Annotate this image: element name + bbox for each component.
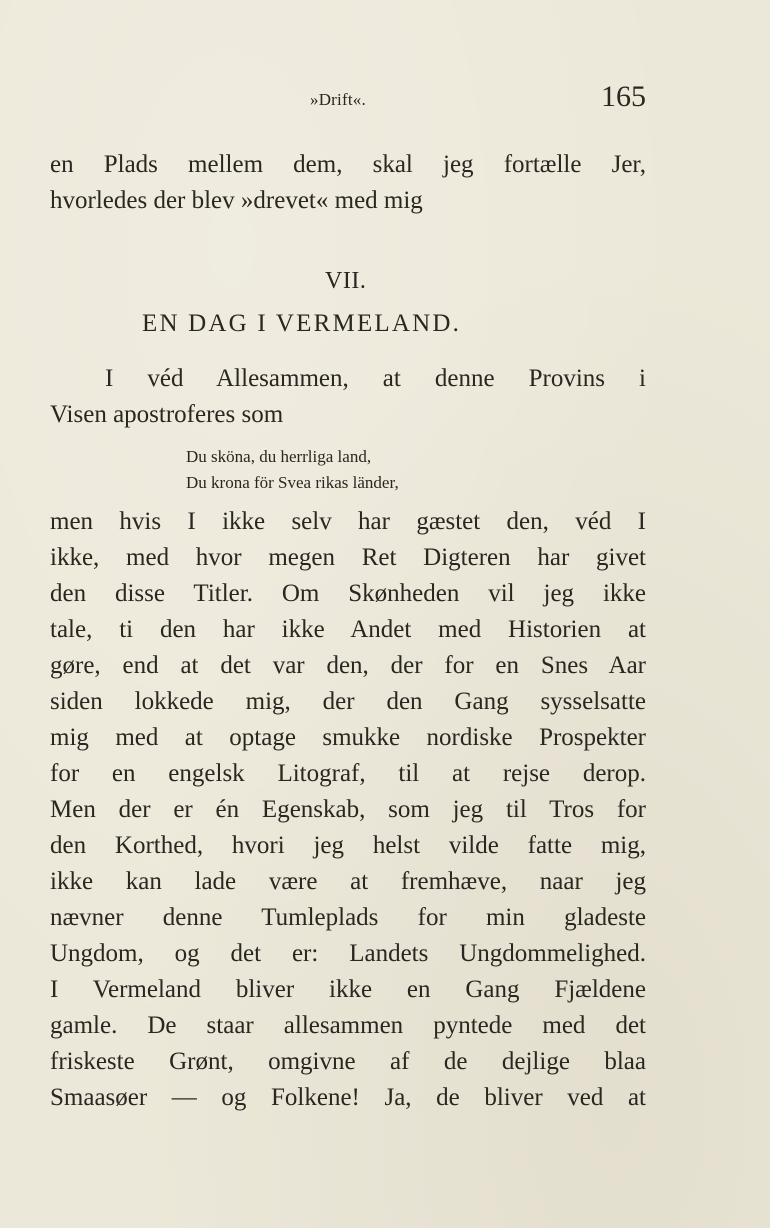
text-line: for en engelsk Litograf, til at rejse derop. <box>50 760 646 787</box>
chapter-title: EN DAG I VERMELAND. <box>142 310 462 337</box>
text-line: Men der er én Egenskab, som jeg til Tros for <box>50 796 646 823</box>
text-line: ikke kan lade være at fremhæve, naar jeg <box>50 868 646 895</box>
text-line: friskeste Grønt, omgivne af de dejlige blaa <box>50 1048 646 1075</box>
text-line: siden lokkede mig, der den Gang sysselsatte <box>50 688 646 715</box>
text-line: nævner denne Tumleplads for min gladeste <box>50 904 646 931</box>
text-line: Smaasøer — og Folkene! Ja, de bliver ved at <box>50 1084 646 1111</box>
text-line: den Korthed, hvori jeg helst vilde fatte mig, <box>50 832 646 859</box>
text-line: en Plads mellem dem, skal jeg fortælle Jer, <box>50 151 646 178</box>
text-line: hvorledes der blev »drevet« med mig <box>50 187 423 214</box>
page-number: 165 <box>601 80 646 113</box>
text-line: gamle. De staar allesammen pyntede med det <box>50 1012 646 1039</box>
text-line: gøre, end at det var den, der for en Snes Aar <box>50 652 646 679</box>
text-line: tale, ti den har ikke Andet med Historien at <box>50 616 646 643</box>
chapter-number: VII. <box>325 268 367 294</box>
text-line: mig med at optage smukke nordiske Prospekter <box>50 724 646 751</box>
running-head: »Drift«. <box>310 90 366 109</box>
quoted-verse-line: Du krona för Svea rikas länder, <box>186 473 399 492</box>
text-line: den disse Titler. Om Skønheden vil jeg ikke <box>50 580 646 607</box>
text-line: Ungdom, og det er: Landets Ungdommelighed. <box>50 940 646 967</box>
text-line: ikke, med hvor megen Ret Digteren har givet <box>50 544 646 571</box>
text-line: I Vermeland bliver ikke en Gang Fjældene <box>50 976 646 1003</box>
text-line: Visen apostroferes som <box>50 401 284 428</box>
text-line: men hvis I ikke selv har gæstet den, véd I <box>50 508 646 535</box>
text-line: I véd Allesammen, at denne Provins i <box>105 365 646 392</box>
quoted-verse-line: Du sköna, du herrliga land, <box>186 447 372 466</box>
